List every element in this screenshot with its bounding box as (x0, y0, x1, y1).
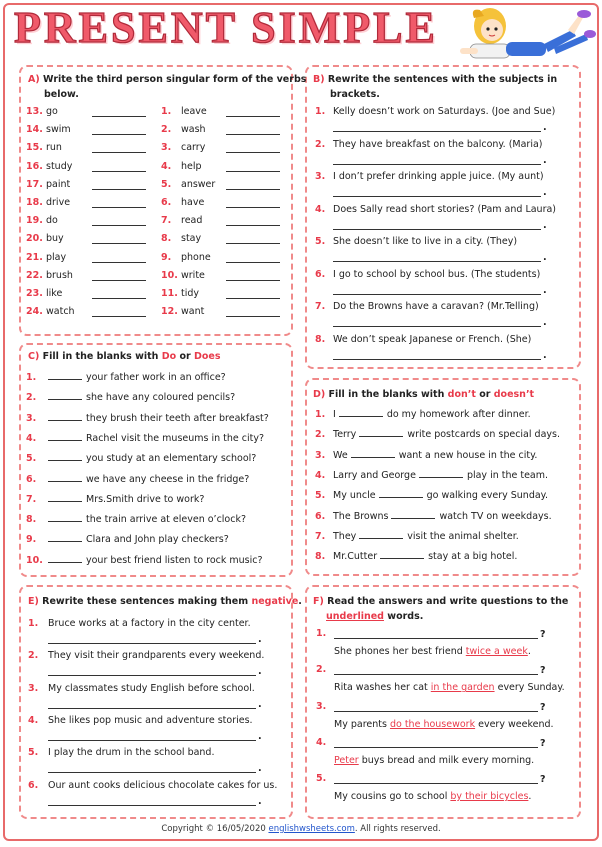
verb-row (161, 252, 211, 264)
verb-word: go (46, 106, 58, 117)
answer-blank[interactable] (419, 469, 463, 478)
answer-line[interactable] (333, 164, 541, 165)
answer-blank[interactable] (359, 530, 403, 539)
line-period: . (258, 666, 262, 678)
sentence-text: My classmates study English before school. (48, 682, 255, 694)
answer-blank[interactable] (92, 243, 146, 244)
item-number: 4. (28, 714, 39, 726)
question-item (26, 513, 246, 526)
question-number (316, 701, 326, 713)
question-item (26, 533, 229, 546)
verb-row (26, 252, 66, 264)
item-number: 1. (315, 409, 326, 420)
verb-word: carry (181, 142, 206, 154)
verb-word: want (181, 306, 205, 318)
verb-row (161, 142, 205, 154)
item-number: 3. (28, 682, 39, 694)
question-item (26, 391, 235, 404)
line-period: . (543, 187, 547, 198)
answer-blank[interactable] (391, 510, 435, 519)
item-number: 16. (26, 160, 43, 172)
verb-row (161, 288, 199, 300)
sentence-item (315, 269, 540, 281)
item-number: 14. (26, 124, 43, 136)
item-number: 8. (315, 551, 326, 563)
line-period: . (258, 634, 262, 645)
answer-sentence (334, 719, 554, 731)
item-number: 9. (26, 534, 37, 546)
item-number: 1. (316, 628, 327, 639)
answer-blank[interactable] (226, 171, 280, 172)
question-line[interactable] (334, 711, 538, 712)
item-number: 3. (316, 700, 327, 712)
answer-blank[interactable] (92, 262, 146, 263)
question-mark: ? (540, 701, 546, 713)
verb-row (26, 288, 62, 300)
item-number: 6. (315, 268, 326, 280)
sentence-item (315, 408, 531, 421)
verb-row (161, 197, 204, 209)
verb-word: swim (46, 124, 71, 136)
sentence-rest: go walking every Sunday. (426, 490, 548, 502)
sentence-rest: watch TV on weekdays. (439, 510, 552, 522)
answer-text: buys bread and milk every morning. (361, 754, 535, 766)
answer-line[interactable] (333, 359, 541, 360)
sentence-text: I go to school by school bus. (The students) (333, 268, 541, 280)
answer-blank[interactable] (48, 513, 82, 522)
sentence-rest: play in the team. (466, 469, 549, 481)
girl-illustration-icon (450, 4, 596, 66)
item-number: 24. (26, 306, 43, 318)
section-d-heading: D) Fill in the blanks with don’t or doesn’t (313, 389, 535, 400)
sentence-item (315, 489, 548, 502)
answer-blank[interactable] (226, 298, 280, 299)
verb-word: phone (181, 251, 211, 263)
item-number: 11. (161, 288, 178, 299)
item-number: 15. (26, 142, 43, 154)
item-number: 8. (26, 514, 37, 526)
answer-blank[interactable] (351, 449, 395, 458)
item-number: 3. (315, 171, 326, 182)
item-number: 21. (26, 251, 43, 263)
question-number (316, 628, 326, 640)
item-number: 6. (28, 779, 39, 791)
sentence-item (315, 301, 539, 313)
answer-line[interactable] (48, 772, 256, 773)
answer-blank[interactable] (226, 116, 280, 117)
sentence-subject: The Browns (333, 510, 389, 522)
underlined-phrase: in the garden (430, 682, 495, 694)
answer-blank[interactable] (92, 171, 146, 172)
item-number: 10. (161, 269, 178, 281)
question-item (26, 493, 204, 506)
verb-word: drive (46, 197, 71, 208)
verb-row (26, 106, 58, 118)
item-number: 5. (161, 178, 172, 190)
question-text: she have any coloured pencils? (86, 392, 236, 404)
sentence-item (315, 530, 519, 543)
item-number: 4. (315, 469, 326, 481)
verb-row (161, 270, 205, 282)
verb-word: like (46, 288, 63, 299)
answer-blank[interactable] (48, 533, 82, 542)
sentence-item (315, 510, 552, 523)
verb-row (26, 197, 70, 209)
verb-word: read (181, 215, 203, 227)
item-number: 4. (316, 736, 327, 748)
verb-word: help (181, 160, 202, 172)
sentence-text: Does Sally read short stories? (Pam and Laura) (333, 203, 557, 215)
answer-line[interactable] (333, 131, 541, 132)
verb-word: write (181, 269, 205, 281)
answer-blank[interactable] (48, 412, 82, 421)
sentence-item (315, 204, 556, 216)
question-text: your best friend listen to rock music? (86, 554, 263, 566)
verb-word: answer (181, 178, 216, 190)
item-number: 12. (161, 306, 178, 318)
line-period: . (543, 219, 547, 231)
answer-blank[interactable] (92, 225, 146, 226)
answer-text: My cousins go to school (334, 791, 448, 803)
item-number: 2. (315, 429, 326, 441)
answer-blank[interactable] (48, 371, 82, 380)
sentence-item (315, 428, 560, 441)
sentence-rest: stay at a big hotel. (428, 551, 518, 563)
question-item (26, 554, 263, 567)
verb-row (26, 215, 58, 227)
item-number: 5. (315, 490, 326, 502)
line-period: . (543, 122, 547, 133)
question-item (26, 452, 256, 465)
question-number (316, 664, 326, 676)
answer-blank[interactable] (380, 550, 424, 559)
answer-sentence (334, 755, 534, 767)
answer-line[interactable] (333, 294, 541, 295)
answer-blank[interactable] (226, 207, 280, 208)
answer-blank[interactable] (92, 152, 146, 153)
answer-blank[interactable] (226, 316, 280, 317)
question-text: you study at an elementary school? (86, 453, 257, 465)
section-e-heading: E) Rewrite these sentences making them negative. (28, 596, 302, 607)
answer-blank[interactable] (48, 432, 82, 441)
sentence-text: I don’t prefer drinking apple juice. (My aunt) (333, 171, 544, 182)
section-b-heading-cont: brackets. (330, 89, 380, 100)
question-text: your father work in an office? (86, 372, 226, 383)
question-text: Rachel visit the museums in the city? (86, 432, 265, 444)
question-mark: ? (540, 665, 546, 677)
question-mark: ? (540, 774, 546, 786)
answer-text: . (528, 791, 532, 803)
sentence-text: Our aunt cooks delicious chocolate cakes for us. (48, 779, 278, 791)
item-number: 10. (26, 554, 43, 566)
sentence-rest: do my homework after dinner. (386, 409, 531, 420)
sentence-item (28, 747, 215, 759)
question-line[interactable] (334, 638, 538, 639)
answer-blank[interactable] (92, 280, 146, 281)
item-number: 13. (26, 106, 43, 117)
item-number: 5. (316, 773, 327, 785)
question-item (26, 371, 226, 384)
verb-word: have (181, 197, 205, 208)
sentence-text: They visit their grandparents every weekend. (48, 650, 265, 662)
verb-word: do (46, 215, 58, 227)
sentence-subject: They (333, 530, 357, 542)
answer-blank[interactable] (92, 134, 146, 135)
sentence-item (28, 650, 264, 662)
line-period: . (543, 284, 547, 296)
sentence-subject: Terry (333, 429, 357, 441)
line-period: . (543, 154, 547, 166)
answer-line[interactable] (333, 196, 541, 197)
answer-blank[interactable] (226, 225, 280, 226)
sentence-subject: Mr.Cutter (333, 551, 378, 563)
item-number: 19. (26, 215, 43, 227)
question-mark: ? (540, 629, 546, 640)
verb-row (161, 215, 202, 227)
answer-line[interactable] (48, 675, 256, 676)
question-line[interactable] (334, 674, 538, 675)
sentence-item (315, 550, 517, 563)
answer-text: every weekend. (478, 718, 554, 730)
question-text: we have any cheese in the fridge? (86, 473, 250, 485)
answer-sentence (334, 682, 565, 694)
item-number: 4. (26, 432, 37, 444)
answer-blank[interactable] (48, 391, 82, 400)
answer-blank[interactable] (226, 280, 280, 281)
sentence-text: Kelly doesn’t work on Saturdays. (Joe and Sue) (333, 106, 556, 117)
item-number: 23. (26, 288, 43, 299)
sentence-item (315, 106, 555, 118)
verb-row (161, 161, 202, 173)
sentence-rest: want a new house in the city. (398, 449, 538, 461)
verb-row (26, 233, 64, 245)
answer-line[interactable] (333, 326, 541, 327)
sentence-rest: visit the animal shelter. (407, 530, 519, 542)
sentence-text: They have breakfast on the balcony. (Maria) (333, 138, 543, 150)
answer-blank[interactable] (48, 452, 82, 461)
verb-row (26, 270, 73, 282)
verb-word: stay (181, 233, 202, 245)
sentence-text: Bruce works at a factory in the city center. (48, 618, 251, 629)
answer-line[interactable] (48, 805, 256, 806)
item-number: 9. (161, 251, 172, 263)
verb-word: watch (46, 306, 75, 318)
verb-row (26, 179, 70, 191)
item-number: 2. (161, 124, 172, 136)
answer-text: My parents (334, 718, 387, 730)
item-number: 18. (26, 197, 43, 208)
underlined-phrase: by their bicycles (450, 791, 529, 803)
answer-blank[interactable] (48, 493, 82, 502)
line-period: . (258, 698, 262, 710)
verb-word: paint (46, 178, 71, 190)
section-c-heading: C) Fill in the blanks with Do or Does (28, 351, 221, 362)
question-line[interactable] (334, 783, 538, 784)
section-f-heading-cont: underlined words. (326, 611, 424, 622)
item-number: 1. (315, 106, 326, 117)
item-number: 2. (28, 650, 39, 662)
question-text: they brush their teeth after breakfast? (86, 412, 269, 424)
answer-blank[interactable] (226, 262, 280, 263)
verb-word: leave (181, 106, 207, 117)
answer-text: She phones her best friend (334, 646, 463, 657)
item-number: 3. (26, 412, 37, 424)
page-title: PRESENT SIMPLE (14, 3, 438, 52)
sentence-item (28, 780, 277, 792)
item-number: 17. (26, 178, 43, 190)
sentence-item (315, 449, 537, 462)
item-number: 1. (26, 372, 37, 383)
answer-blank[interactable] (92, 298, 146, 299)
verb-row (26, 161, 72, 173)
answer-blank[interactable] (92, 207, 146, 208)
question-text: Clara and John play checkers? (86, 534, 229, 546)
sentence-item (315, 334, 531, 346)
verb-row (161, 179, 215, 191)
section-b-heading: B) Rewrite the sentences with the subjects in (313, 74, 558, 85)
verb-word: play (46, 251, 67, 263)
answer-sentence (334, 646, 531, 658)
question-number (316, 773, 326, 785)
question-line[interactable] (334, 747, 538, 748)
item-number: 3. (315, 449, 326, 461)
item-number: 3. (161, 142, 172, 154)
item-number: 6. (26, 473, 37, 485)
item-number: 2. (26, 392, 37, 404)
verb-row (161, 233, 201, 245)
sentence-subject: Larry and George (333, 469, 416, 481)
answer-line[interactable] (48, 643, 256, 644)
verb-row (26, 142, 62, 154)
answer-line[interactable] (48, 740, 256, 741)
verb-row (161, 306, 204, 318)
sentence-subject: My uncle (333, 490, 376, 502)
item-number: 4. (315, 203, 326, 215)
answer-blank[interactable] (92, 316, 146, 317)
sentence-text: Do the Browns have a caravan? (Mr.Telling) (333, 301, 539, 312)
footer: Copyright © 16/05/2020 englishwsheets.com. All rights reserved. (161, 824, 441, 834)
sentence-text: We don’t speak Japanese or French. (She) (333, 333, 532, 345)
verb-row (161, 106, 207, 118)
item-number: 1. (161, 106, 172, 117)
verb-row (26, 306, 75, 318)
line-period: . (258, 795, 262, 807)
sentence-text: She likes pop music and adventure stories. (48, 714, 253, 726)
question-item (26, 412, 269, 425)
line-period: . (543, 252, 547, 263)
line-period: . (543, 317, 547, 328)
answer-line[interactable] (333, 261, 541, 262)
item-number: 2. (316, 664, 327, 676)
item-number: 7. (26, 493, 37, 505)
sentence-item (315, 139, 543, 151)
answer-blank[interactable] (339, 408, 383, 417)
underlined-phrase: do the housework (389, 718, 476, 730)
item-number: 5. (26, 453, 37, 465)
sentence-subject: I (333, 409, 336, 420)
sentence-item (315, 469, 548, 482)
answer-line[interactable] (48, 708, 256, 709)
section-f-heading: F) Read the answers and write questions to the (313, 596, 569, 607)
verb-word: run (46, 142, 62, 154)
verb-word: wash (181, 124, 206, 136)
item-number: 1. (28, 618, 39, 629)
line-period: . (543, 349, 547, 361)
line-period: . (258, 763, 262, 775)
question-number (316, 737, 326, 749)
question-text: Mrs.Smith drive to work? (86, 493, 205, 505)
item-number: 5. (28, 747, 39, 759)
answer-blank[interactable] (48, 554, 82, 563)
sentence-rest: write postcards on special days. (407, 429, 560, 441)
footer-link[interactable]: englishwsheets.com (268, 824, 355, 834)
sentence-item (28, 683, 255, 695)
answer-text: Rita washes her cat (334, 682, 428, 694)
answer-blank[interactable] (359, 428, 403, 437)
item-number: 2. (315, 138, 326, 150)
item-number: 7. (161, 215, 172, 227)
verb-word: buy (46, 233, 64, 245)
underlined-phrase: twice a week (465, 646, 528, 657)
answer-blank[interactable] (379, 489, 423, 498)
answer-text: every Sunday. (497, 682, 565, 694)
verb-word: tidy (181, 288, 200, 299)
answer-text: . (527, 646, 531, 657)
answer-line[interactable] (333, 229, 541, 230)
sentence-item (315, 171, 544, 183)
sentence-item (28, 618, 251, 630)
underlined-phrase: Peter (334, 754, 359, 766)
answer-blank[interactable] (226, 134, 280, 135)
item-number: 7. (315, 530, 326, 542)
section-a-heading: A) Write the third person singular form of the verbs (28, 74, 307, 85)
item-number: 4. (161, 160, 172, 172)
sentence-text: I play the drum in the school band. (48, 747, 215, 759)
item-number: 8. (315, 333, 326, 345)
answer-blank[interactable] (226, 189, 280, 190)
answer-blank[interactable] (226, 243, 280, 244)
sentence-item (315, 236, 517, 248)
answer-blank[interactable] (92, 116, 146, 117)
section-a-heading-cont: below. (44, 89, 79, 100)
item-number: 7. (315, 301, 326, 312)
answer-sentence (334, 791, 531, 803)
question-item (26, 473, 249, 486)
item-number: 6. (161, 197, 172, 208)
answer-blank[interactable] (92, 189, 146, 190)
item-number: 20. (26, 233, 43, 245)
item-number: 22. (26, 269, 43, 281)
verb-row (26, 124, 71, 136)
answer-blank[interactable] (48, 473, 82, 482)
sentence-subject: We (333, 449, 348, 461)
item-number: 5. (315, 236, 326, 247)
question-item (26, 432, 264, 445)
item-number: 6. (315, 510, 326, 522)
verb-word: study (46, 160, 73, 172)
item-number: 8. (161, 233, 172, 245)
verb-word: brush (46, 269, 73, 281)
sentence-text: She doesn’t like to live in a city. (They) (333, 236, 518, 247)
question-text: the train arrive at eleven o’clock? (86, 514, 247, 526)
question-mark: ? (540, 737, 546, 749)
line-period: . (258, 730, 262, 742)
answer-blank[interactable] (226, 152, 280, 153)
sentence-item (28, 715, 253, 727)
verb-row (161, 124, 206, 136)
